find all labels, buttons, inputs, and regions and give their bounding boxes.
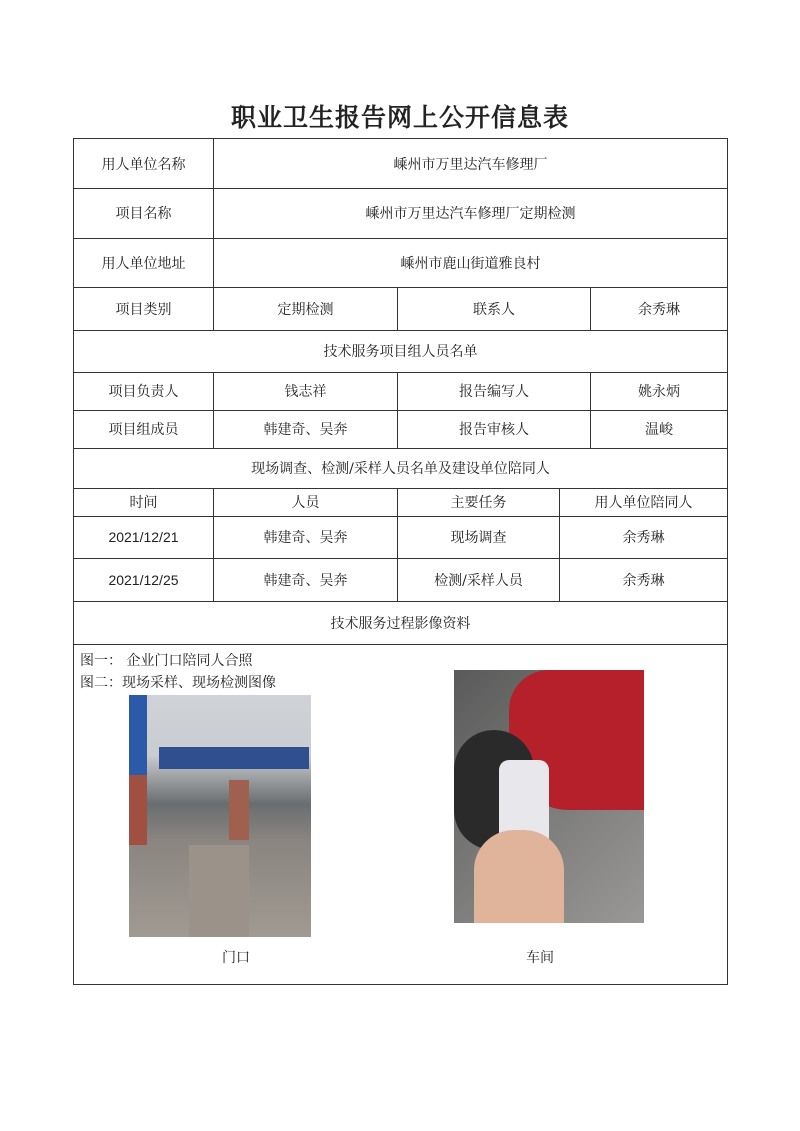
reviewer-label: 报告审核人: [398, 410, 591, 448]
column-header: 主要任务: [398, 488, 560, 516]
escort-cell: 余秀琳: [622, 572, 665, 589]
contact: 余秀琳: [638, 301, 680, 318]
task-cell: 检测/采样人员: [398, 558, 560, 601]
date-cell: 2021/12/21: [74, 516, 214, 558]
table-row: [74, 287, 727, 331]
date-cell: 2021/12/25: [74, 558, 214, 601]
page-title: 职业卫生报告网上公开信息表: [230, 103, 569, 132]
photo-1-caption: 门口: [222, 950, 250, 966]
writer: 姚永炳: [638, 384, 680, 400]
escort-cell: 余秀琳: [622, 530, 665, 546]
table-row: [74, 516, 727, 559]
figure-1-label: 图一： 企业门口陪同人合照: [80, 653, 253, 669]
reviewer: 温峻: [645, 422, 673, 438]
table-row: [74, 238, 727, 288]
table-row: [74, 139, 727, 189]
contact-label: 联系人: [398, 287, 591, 330]
table-row: [74, 372, 727, 411]
table-header-row: [74, 488, 727, 517]
table-row: [74, 188, 727, 239]
leader: 钱志祥: [214, 372, 398, 410]
members: 韩建奇、吴奔: [214, 410, 398, 448]
staff-cell: 韩建奇、吴奔: [214, 558, 398, 601]
staff-cell: 韩建奇、吴奔: [214, 516, 398, 558]
members-label: 项目组成员: [74, 410, 214, 448]
project-type: 定期检测: [214, 287, 398, 330]
project-name-label: 项目名称: [74, 188, 214, 238]
table-row: [74, 601, 727, 645]
table-row: [74, 330, 727, 373]
gate-photo: [129, 695, 311, 937]
employer-name-label: 用人单位名称: [74, 139, 214, 188]
figure-2-label: 图二：现场采样、现场检测图像: [80, 675, 276, 691]
images-header: 技术服务过程影像资料: [330, 615, 471, 632]
project-name: 嵊州市万里达汽车修理厂定期检测: [365, 206, 576, 222]
leader-label: 项目负责人: [74, 372, 214, 410]
writer-label: 报告编写人: [398, 372, 591, 410]
employer-address: 嵊州市鹿山街道雅良村: [400, 255, 541, 272]
column-header: 时间: [74, 488, 214, 516]
workshop-photo: [454, 670, 644, 923]
table-row: [74, 448, 727, 489]
team-header: 技术服务项目组人员名单: [323, 344, 478, 360]
photo-2-caption: 车间: [526, 950, 554, 966]
info-table: [73, 138, 728, 985]
survey-header: 现场调查、检测/采样人员名单及建设单位陪同人: [251, 461, 550, 477]
table-row: [74, 558, 727, 602]
column-header: 人员: [214, 488, 398, 516]
employer-address-label: 用人单位地址: [74, 238, 214, 287]
column-header: 用人单位陪同人: [594, 495, 693, 511]
table-row: [74, 410, 727, 449]
employer-name: 嵊州市万里达汽车修理厂: [393, 156, 548, 173]
task-cell: 现场调查: [398, 516, 560, 558]
project-type-label: 项目类别: [74, 287, 214, 330]
